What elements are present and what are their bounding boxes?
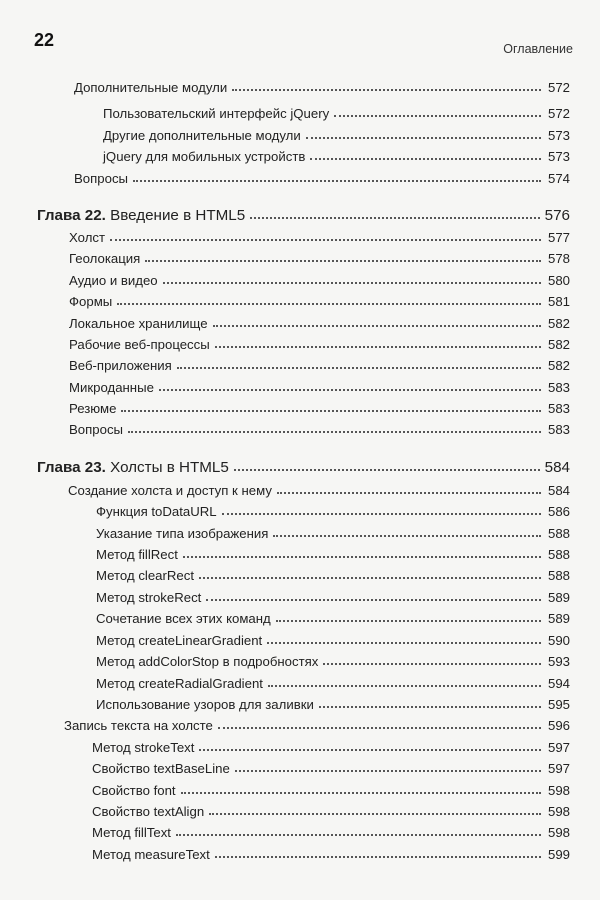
toc-entry: Вопросы 574 <box>74 171 570 186</box>
toc-entry: Локальное хранилище 582 <box>69 316 570 331</box>
toc-entry: Использование узоров для заливки 595 <box>96 697 570 712</box>
toc-entry: Аудио и видео 580 <box>69 273 570 288</box>
toc-entry: Веб-приложения 582 <box>69 358 570 373</box>
toc-entry: Запись текста на холсте 596 <box>64 718 570 733</box>
toc-entry: Геолокация 578 <box>69 251 570 266</box>
toc-entry: Метод strokeRect 589 <box>96 590 570 605</box>
toc-entry: Метод clearRect 588 <box>96 568 570 583</box>
toc-entry: Метод fillRect 588 <box>96 547 570 562</box>
toc-entry: Пользовательский интерфейс jQuery 572 <box>103 106 570 121</box>
toc-entry: Холст 577 <box>69 230 570 245</box>
toc-entry: Сочетание всех этих команд 589 <box>96 611 570 626</box>
toc-entry: Метод addColorStop в подробностях 593 <box>96 654 570 669</box>
toc-entry: Метод createLinearGradient 590 <box>96 633 570 648</box>
toc-entry: Указание типа изображения 588 <box>96 526 570 541</box>
toc-entry: Свойство textBaseLine 597 <box>92 761 570 776</box>
toc-entry: Метод measureText 599 <box>92 847 570 862</box>
toc-entry: Резюме 583 <box>69 401 570 416</box>
toc-entry: Свойство textAlign 598 <box>92 804 570 819</box>
chapter-label: Глава 23. <box>37 459 106 476</box>
toc-entry: Метод strokeText 597 <box>92 740 570 755</box>
toc-entry: jQuery для мобильных устройств 573 <box>103 149 570 164</box>
toc-entry: Вопросы 583 <box>69 422 570 437</box>
toc-entry: Формы 581 <box>69 294 570 309</box>
toc-entry: Рабочие веб-процессы 582 <box>69 337 570 352</box>
toc-entry: Метод createRadialGradient 594 <box>96 676 570 691</box>
toc-entry: Функция toDataURL 586 <box>96 504 570 519</box>
toc-entry: Свойство font 598 <box>92 783 570 798</box>
toc-entry: Микроданные 583 <box>69 380 570 395</box>
toc-entry: Дополнительные модули 572 <box>74 80 570 95</box>
toc-entry: Другие дополнительные модули 573 <box>103 128 570 143</box>
toc-entry: Метод fillText 598 <box>92 825 570 840</box>
toc-entry: Создание холста и доступ к нему 584 <box>68 483 570 498</box>
chapter-entry: Глава 23. Холсты в HTML5 584 <box>37 459 570 476</box>
page-number: 22 <box>34 30 55 50</box>
chapter-entry: Глава 22. Введение в HTML5 576 <box>37 207 570 224</box>
running-title: Оглавление <box>503 42 573 56</box>
chapter-label: Глава 22. <box>37 207 106 224</box>
